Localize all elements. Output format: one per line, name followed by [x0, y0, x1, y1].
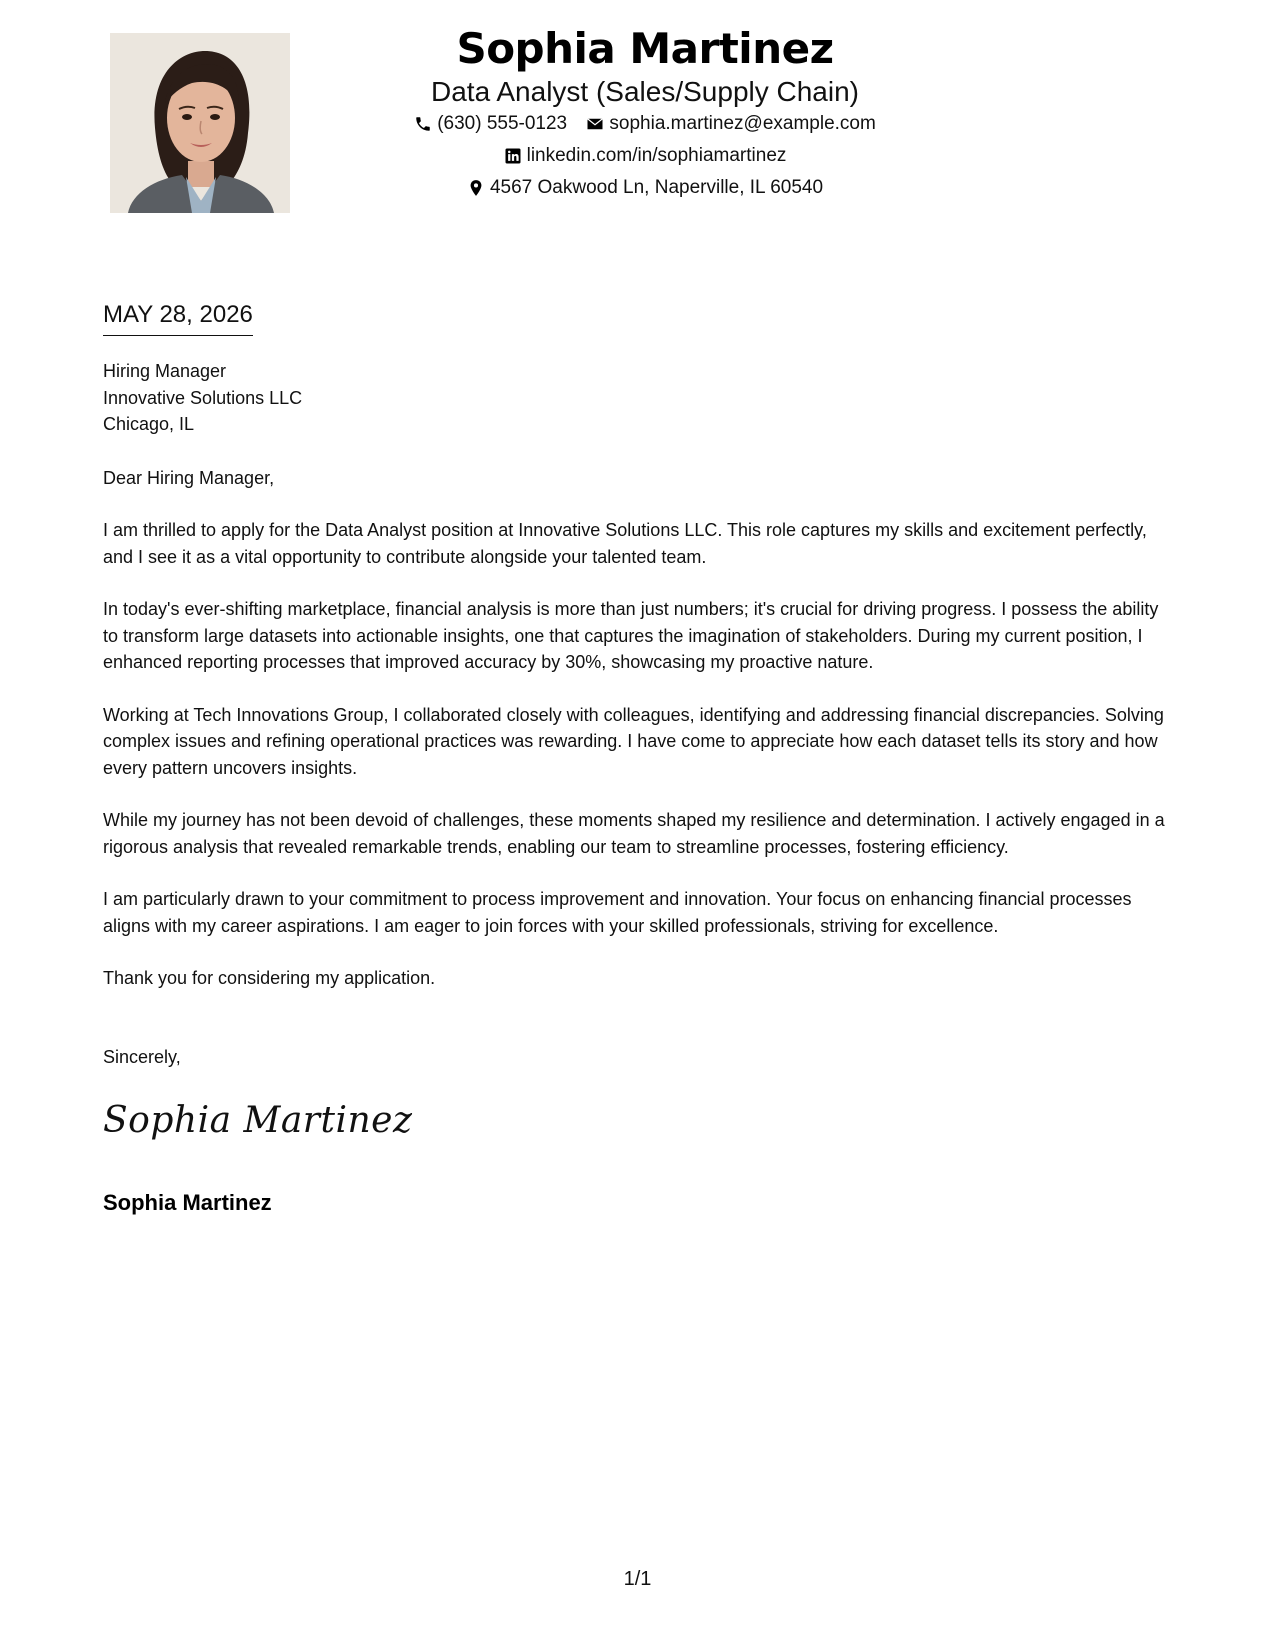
linkedin-icon — [504, 147, 522, 165]
paragraph: I am thrilled to apply for the Data Analyst position at Innovative Solutions LLC. This role captures my skills and excitement perfectly, and I see it as a vital opportunity to contribute alongside your talented team. — [103, 520, 1147, 567]
phone-text: (630) 555-0123 — [437, 113, 568, 134]
salutation: Dear Hiring Manager, — [103, 467, 275, 488]
applicant-role: Data Analyst (Sales/Supply Chain) — [431, 76, 859, 107]
map-pin-icon — [467, 179, 485, 197]
recipient-title: Hiring Manager — [103, 361, 227, 381]
page-number: 1/1 — [623, 1568, 652, 1590]
letter-body — [103, 358, 1178, 1070]
contact-line-3 — [330, 172, 960, 204]
linkedin-text[interactable]: linkedin.com/in/sophiamartinez — [526, 145, 787, 167]
recipient-company: Innovative Solutions LLC — [103, 387, 303, 408]
letter-date: MAY 28, 2026 — [103, 298, 253, 336]
envelope-icon — [586, 115, 604, 133]
header — [330, 20, 960, 204]
email-contact[interactable] — [586, 108, 875, 140]
signer-name: Sophia Martinez — [103, 1190, 272, 1215]
profile-photo — [110, 33, 290, 213]
email-text[interactable]: sophia.martinez@example.com — [609, 113, 876, 134]
phone-icon — [414, 115, 432, 133]
address-text: 4567 Oakwood Ln, Naperville, IL 60540 — [489, 177, 824, 199]
linkedin-contact[interactable] — [504, 140, 787, 172]
paragraph: While my journey has not been devoid of challenges, these moments shaped my resilience and determination. I actively engaged in a rigorous analysis that revealed remarkable trends, enabling our team to streamline processes, fostering efficiency. — [103, 810, 1165, 857]
contact-line-2 — [330, 140, 960, 172]
paragraph: I am particularly drawn to your commitment to process improvement and innovation. Your focus on enhancing financial processes aligns with my career aspirations. I am eager to join forces with your skilled professionals, striving for excellence. — [103, 889, 1132, 936]
recipient-location: Chicago, IL — [103, 414, 195, 434]
paragraph: In today's ever-shifting marketplace, financial analysis is more than just numbers; it's crucial for driving progress. I possess the ability to transform large datasets into actionable insights, one that captures the imagination of stakeholders. During my current position, I enhanced reporting processes that improved accuracy by 30%, showcasing my proactive nature. — [103, 599, 1159, 672]
contact-line-1 — [330, 108, 960, 140]
handwritten-signature: Sophia Martinez — [103, 1100, 413, 1141]
recipient-block — [103, 358, 1178, 438]
closing-thanks: Thank you for considering my application. — [103, 968, 436, 988]
phone-contact — [414, 108, 567, 140]
signoff: Sincerely, — [103, 1046, 181, 1067]
applicant-name: Sophia Martinez — [456, 24, 834, 73]
paragraph: Working at Tech Innovations Group, I collaborated closely with colleagues, identifying and addressing financial discrepancies. Solving complex issues and refining operational practices was rewarding. I have come to appreciate how each dataset tells its story and how every pattern uncovers insights. — [103, 704, 1164, 778]
address-contact — [467, 172, 823, 204]
